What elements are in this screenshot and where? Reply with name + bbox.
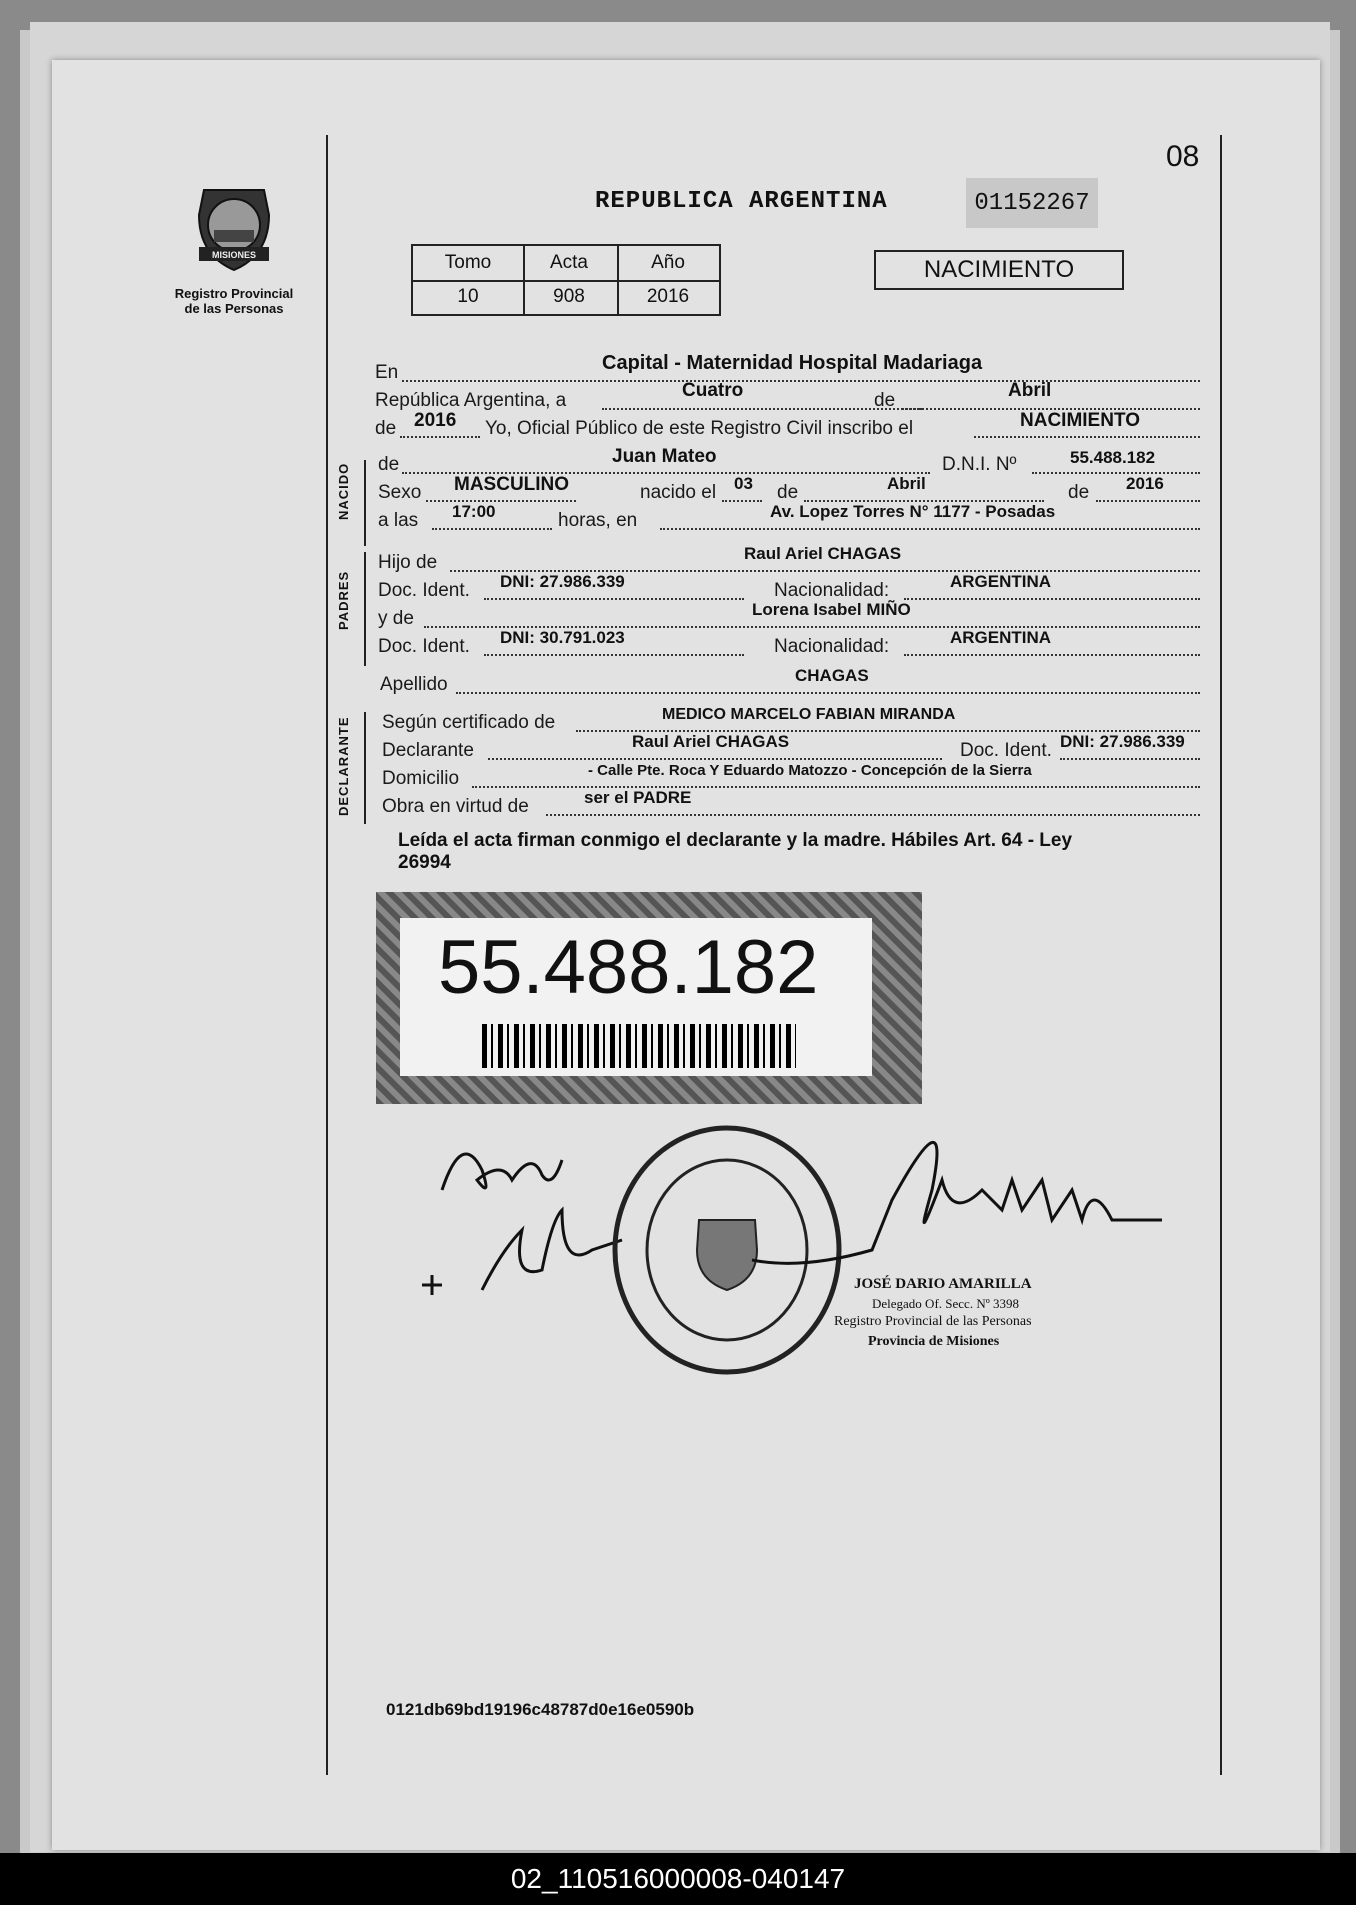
left-margin-line [326, 135, 328, 1775]
sexo-label: Sexo [378, 482, 422, 503]
official-signature [742, 1120, 1222, 1290]
dotted-line [1096, 500, 1200, 502]
declarante-label: Declarante [382, 740, 474, 761]
birth-certificate-page [52, 60, 1320, 1850]
table-value-tomo: 10 [411, 280, 525, 316]
sexo-value: MASCULINO [454, 474, 570, 495]
birth-month: Abril [887, 474, 926, 493]
file-name-bar [0, 1853, 1356, 1905]
de-label: de [1068, 482, 1090, 503]
year-value: 2016 [414, 410, 457, 431]
section-bracket [364, 552, 374, 666]
doc-label: Doc. Ident. [960, 740, 1052, 761]
declarante-doc: DNI: 27.986.339 [1060, 732, 1185, 751]
dotted-line [400, 436, 480, 438]
dotted-line [660, 528, 1200, 530]
place-value: Capital - Maternidad Hospital Madariaga [602, 352, 983, 374]
apellido-label: Apellido [380, 674, 448, 695]
dotted-line [722, 500, 762, 502]
dotted-line [484, 654, 744, 656]
dotted-line [1060, 758, 1200, 760]
domicilio-value: - Calle Pte. Roca Y Eduardo Matozzo - Concepción de la Sierra [588, 762, 1032, 779]
dotted-line [904, 654, 1200, 656]
father-name: Raul Ariel CHAGAS [744, 544, 902, 563]
father-nationality: ARGENTINA [950, 572, 1052, 591]
dni-label: D.N.I. Nº [942, 454, 1017, 475]
month-value: Abril [1008, 380, 1052, 401]
birth-day: 03 [734, 474, 753, 493]
nacionalidad-label: Nacionalidad: [774, 580, 890, 601]
dotted-line [426, 500, 576, 502]
section-label-padres: PADRES [336, 570, 351, 630]
dotted-line [1032, 472, 1200, 474]
section-label-declarante: DECLARANTE [336, 716, 351, 816]
de-label: de [777, 482, 799, 503]
official-title: Delegado Of. Secc. Nº 3398 [872, 1296, 1019, 1311]
father-doc: DNI: 27.986.339 [500, 572, 625, 591]
mother-nationality: ARGENTINA [950, 628, 1052, 647]
mother-doc: DNI: 30.791.023 [500, 628, 625, 647]
mother-name: Lorena Isabel MIÑO [752, 600, 911, 619]
act-type-box: NACIMIENTO [874, 250, 1124, 290]
section-label-nacido: NACIDO [336, 462, 351, 520]
nacido-el-label: nacido el [640, 482, 717, 503]
document-title: REPUBLICA ARGENTINA [595, 188, 888, 215]
section-bracket [364, 460, 374, 546]
obra-value: ser el PADRE [584, 788, 692, 807]
de-label: de [378, 454, 400, 475]
declarante-value: Raul Ariel CHAGAS [632, 732, 790, 751]
republica-label: República Argentina, a [375, 390, 567, 411]
table-value-anio: 2016 [617, 280, 721, 316]
birth-place: Av. Lopez Torres N° 1177 - Posadas [770, 502, 1056, 521]
doc-label: Doc. Ident. [378, 580, 470, 601]
logo-text: MISIONES [211, 250, 257, 260]
section-bracket [364, 712, 374, 824]
sticker-number: 55.488.182 [438, 925, 819, 1010]
dotted-line [472, 786, 1200, 788]
dotted-line [402, 380, 1200, 382]
certificado-label: Según certificado de [382, 712, 556, 733]
yo-text: Yo, Oficial Público de este Registro Civil inscribo el [485, 418, 914, 439]
inscribo-value: NACIMIENTO [1020, 410, 1140, 431]
nacionalidad-label: Nacionalidad: [774, 636, 890, 657]
hijo-label: Hijo de [378, 552, 438, 573]
document-hash: 0121db69bd19196c48787d0e16e0590b [386, 1700, 695, 1719]
de2-label: de [375, 418, 397, 439]
obra-label: Obra en virtud de [382, 796, 529, 817]
dotted-line [488, 758, 942, 760]
table-header-anio: Año [617, 244, 721, 282]
table-header-acta: Acta [521, 244, 619, 282]
dotted-line [484, 598, 744, 600]
birth-year: 2016 [1126, 474, 1164, 493]
de-label: de [874, 390, 896, 411]
table-value-acta: 908 [521, 280, 619, 316]
right-margin-line [1220, 135, 1222, 1775]
id-sticker [376, 892, 922, 1104]
barcode [482, 1024, 796, 1068]
registry-logo [184, 175, 284, 275]
file-name: 02_110516000008-040147 [510, 1863, 846, 1894]
dotted-line [974, 436, 1200, 438]
dotted-line [432, 528, 552, 530]
serial-number: 01152267 [966, 178, 1098, 228]
a-las-label: a las [378, 510, 419, 531]
dotted-line [904, 598, 1200, 600]
closing-text: Leída el acta firman conmigo el declarante y la madre. Hábiles Art. 64 - Ley 26994 [398, 830, 1073, 873]
child-dni: 55.488.182 [1070, 448, 1156, 467]
apellido-value: CHAGAS [795, 666, 869, 685]
day-value: Cuatro [682, 380, 744, 401]
official-name: JOSÉ DARIO AMARILLA [854, 1276, 1032, 1292]
doc-label: Doc. Ident. [378, 636, 470, 657]
birth-time: 17:00 [452, 502, 496, 521]
child-name: Juan Mateo [612, 446, 717, 467]
table-header-tomo: Tomo [411, 244, 525, 282]
dotted-line [456, 692, 1200, 694]
horas-label: horas, en [558, 510, 638, 531]
en-label: En [375, 362, 399, 383]
domicilio-label: Domicilio [382, 768, 460, 789]
certificado-value: MEDICO MARCELO FABIAN MIRANDA [662, 706, 956, 723]
sticker-label [400, 918, 872, 1076]
registry-name: Registro Provincial de las Personas [174, 286, 294, 316]
official-province: Provincia de Misiones [868, 1334, 1000, 1349]
official-office: Registro Provincial de las Personas [834, 1314, 1032, 1329]
page-number: 08 [1166, 140, 1200, 173]
dotted-line [546, 814, 1200, 816]
y-de-label: y de [378, 608, 414, 629]
